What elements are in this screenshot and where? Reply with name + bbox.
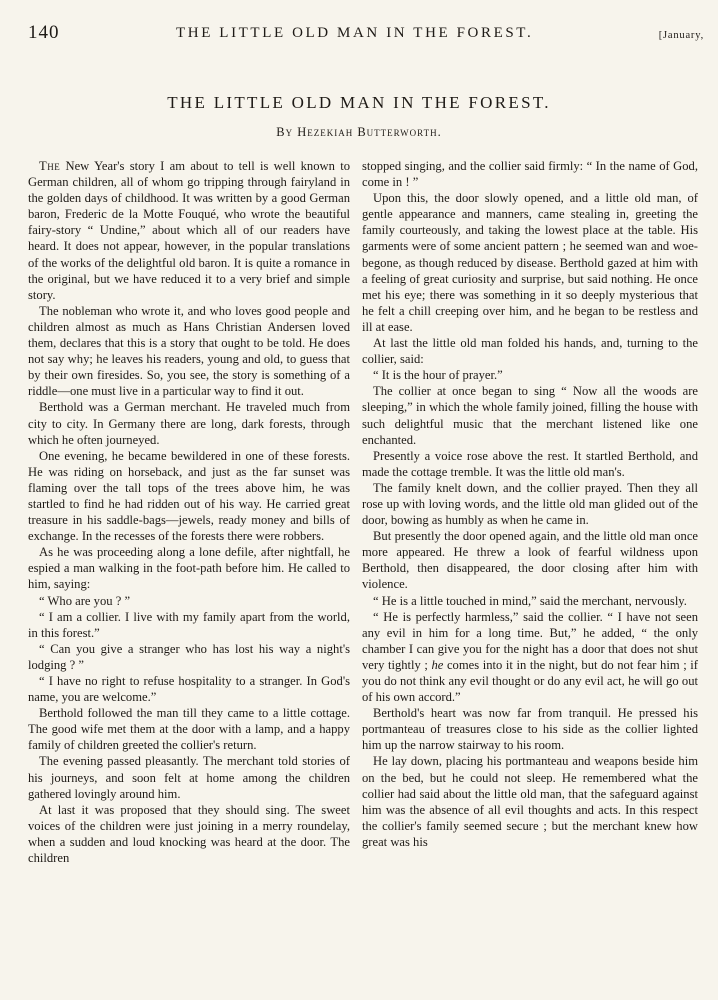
article-title: THE LITTLE OLD MAN IN THE FOREST.: [167, 93, 551, 112]
paragraph: As he was proceeding along a lone defile, after nightfall, he espied a man walking in the foot-path before him. He called to him, saying:: [28, 545, 350, 592]
paragraph-text: New Year's story I am about to tell is well known to German children, all of whom go tripping through fairyland in the golden days of childhood. It was written by a good German baron, Frederic de la Motte Fouqué, who wrote the beautiful fairy-story “ Undine,” about which all of our readers have heard. It does not appear, however, in the popular translations of the works of the delightful old baron. It is quite a romance in the original, but we have reduced it to a very brief and simple story.: [28, 159, 350, 302]
paragraph: At last it was proposed that they should sing. The sweet voices of the children were just joining in a merry roundelay, when a sudden and loud knocking was heard at the door. The children: [28, 802, 350, 866]
paragraph: At last the little old man folded his hands, and, turning to the collier, said:: [362, 336, 698, 367]
running-header: [28, 22, 704, 46]
paragraph: One evening, he became bewildered in one of these forests. He was riding on horseback, and just as the far sunset was flaming over the tall tops of the trees above him, he was startled to find he had ridden out of his way. He carried great treasure in his saddle-bags—jewels, ready money and bills of exchange. In the recesses of the forests there were robbers.: [28, 448, 350, 544]
paragraph: Berthold's heart was now far from tranquil. He pressed his portmanteau of treasures close to his side as the collier lighted him up the narrow stairway to his room.: [362, 706, 698, 753]
emphasis-he: he: [431, 657, 444, 672]
paragraph: The family knelt down, and the collier prayed. Then they all rose up with loving words, and the little old man glided out of the door, bowing as humbly as when he came in.: [362, 480, 698, 528]
paragraph: stopped singing, and the collier said firmly: “ In the name of God, come in ! ”: [362, 159, 698, 190]
paragraph: Upon this, the door slowly opened, and a little old man, of gentle appearance and manners, came stealing in, greeting the family courteously, and taking the lowest place at the table. His garments were of some ancient pattern ; he seemed wan and woe-begone, as though reduced by disease. Berthold gazed at him with a feeling of great curiosity and surprise, but said nothing. He once met his eye; there was something in it so deeply mysterious that he felt a chill creeping over him, and he began to be restless and ill at ease.: [362, 191, 698, 334]
paragraph: Berthold followed the man till they came to a little cottage. The good wife met them at the door with a lamp, and a happy family of children greeted the collier's return.: [28, 706, 350, 753]
paragraph-text: comes into it in the night, but do not fear him ; if you do not think any evil thought or do any evil act, he will go out of his own accord.”: [362, 657, 698, 705]
paragraph: [28, 158, 350, 303]
paragraph: [362, 609, 698, 706]
paragraph: He lay down, placing his portmanteau and weapons beside him on the bed, but he could not sleep. He remembered what the collier had said about the little old man, that the safeguard against him was the absence of all evil thoughts and acts. In this respect the collier's family seemed secure ; but the merchant knew how great was his: [362, 754, 698, 849]
page-number: 140: [28, 22, 60, 43]
paragraph: “ I have no right to refuse hospitality to a stranger. In God's name, you are welcome.”: [28, 674, 350, 705]
opening-small-caps: The: [39, 159, 61, 173]
paragraph: “ Who are you ? ”: [39, 593, 131, 608]
paragraph: But presently the door opened again, and the little old man once more appeared. He threw a look of fearful wildness upon Berthold, then disappeared, the door closing after him with violence.: [362, 529, 698, 592]
paragraph: “ It is the hour of prayer.”: [373, 368, 503, 383]
paragraph-text: “ He is perfectly harmless,” said the collier. “ I have not seen any evil in him for a long time. But,” he added, “ the only chamber I can give you for the night has a door that does not shut very tightly ;: [362, 609, 698, 672]
paragraph: The nobleman who wrote it, and who loves good people and children almost as much as Hans Christian Andersen loved them, declares that this is a story that ought to be told. He does not say why; he leaves his readers, young and old, to guess that by their own firesides. So, you see, the story is something of a riddle—one must live in a particular way to find it out.: [28, 303, 350, 399]
running-title: THE LITTLE OLD MAN IN THE FOREST.: [176, 25, 534, 41]
issue-label: [January,: [658, 30, 704, 41]
paragraph: Berthold was a German merchant. He traveled much from city to city. In Germany there are long, dark forests, through which he often journeyed.: [28, 400, 350, 447]
left-column: [28, 158, 350, 866]
right-column: [362, 158, 698, 850]
paragraph: “ He is a little touched in mind,” said the merchant, nervously.: [373, 593, 687, 608]
paragraph: The evening passed pleasantly. The merchant told stories of his journeys, and soon felt at home among the children gathered lovingly around him.: [28, 754, 350, 801]
paragraph: “ I am a collier. I live with my family apart from the world, in this forest.”: [28, 609, 350, 640]
paragraph: Presently a voice rose above the rest. It startled Berthold, and made the cottage tremble. It was the little old man's.: [362, 448, 698, 479]
paragraph: The collier at once began to sing “ Now all the woods are sleeping,” in which the whole family joined, filling the house with such delightful music that the merchant listened like one enchanted.: [362, 384, 698, 447]
article-byline: By Hezekiah Butterworth.: [276, 125, 442, 139]
paragraph: “ Can you give a stranger who has lost his way a night's lodging ? ”: [28, 641, 350, 672]
